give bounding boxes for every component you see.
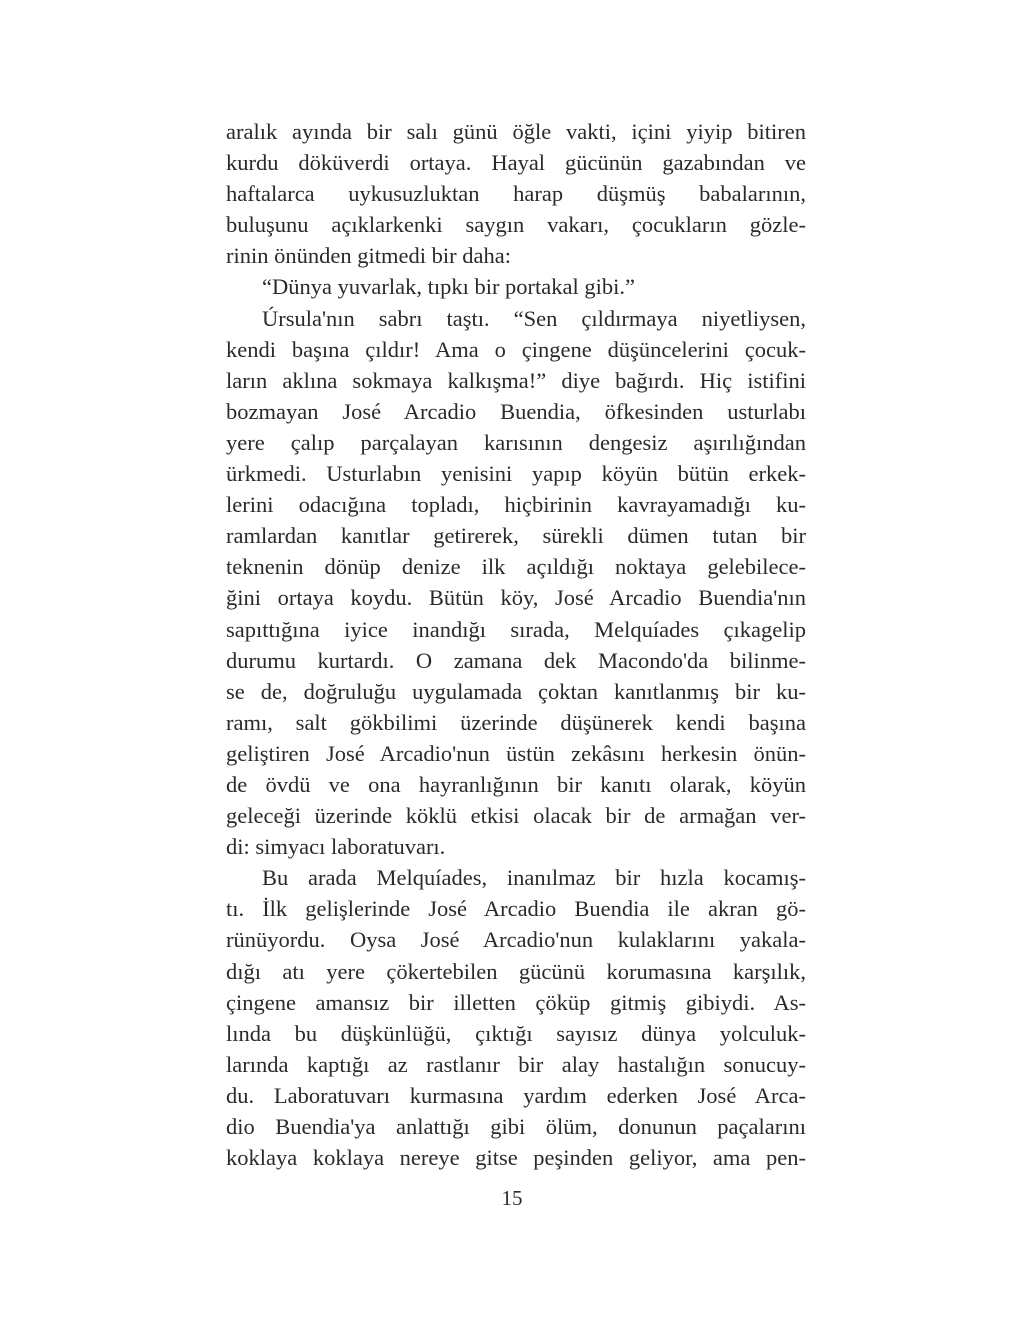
text-line: rinin önünden gitmedi bir daha: xyxy=(226,243,511,269)
text-line: Úrsula'nın sabrı taştı. “Sen çıldırmaya niyetliysen, xyxy=(262,305,806,331)
text-line: buluşunu açıklarkenki saygın vakarı, çocukların gözle- xyxy=(226,212,806,238)
page-number: 15 xyxy=(501,1186,523,1210)
text-line: aralık ayında bir salı günü öğle vakti, içini yiyip bitiren xyxy=(226,119,806,144)
text-line: “Dünya yuvarlak, tıpkı bir portakal gibi.” xyxy=(262,274,636,300)
text-line: geleceği üzerinde köklü etkisi olacak bir de armağan ver- xyxy=(226,803,806,829)
text-line: dio Buendia'ya anlattığı gibi ölüm, donunun paçalarını xyxy=(226,1114,806,1139)
text-line: ürkmedi. Usturlabın yenisini yapıp köyün bütün erkek- xyxy=(226,461,806,487)
text-line: kendi başına çıldır! Ama o çingene düşüncelerini çocuk- xyxy=(226,336,806,362)
text-line: rünüyordu. Oysa José Arcadio'nun kulaklarını yakala- xyxy=(226,927,806,953)
text-line: du. Laboratuvarı kurmasına yardım ederken José Arca- xyxy=(226,1082,806,1108)
text-line: ramı, salt gökbilimi üzerinde düşünerek kendi başına xyxy=(226,709,806,735)
text-line: ğini ortaya koydu. Bütün köy, José Arcadio Buendia'nın xyxy=(226,585,806,611)
text-line: lerini odacığına topladı, hiçbirinin kavrayamadığı ku- xyxy=(226,492,806,518)
text-line: çingene amansız bir illetten çöküp gitmiş gibiydi. As- xyxy=(226,989,806,1015)
text-line: geliştiren José Arcadio'nun üstün zekâsını herkesin önün- xyxy=(226,740,806,766)
text-line: durumu kurtardı. O zamana dek Macondo'da bilinme- xyxy=(226,647,806,673)
text-line: sapıttığına iyice inandığı sırada, Melquíades çıkagelip xyxy=(226,616,806,642)
text-line: koklaya koklaya nereye gitse peşinden geliyor, ama pen- xyxy=(226,1145,806,1171)
text-line: teknenin dönüp denize ilk açıldığı noktaya gelebilece- xyxy=(226,554,806,580)
text-line: dığı atı yere çökertebilen gücünü korumasına karşılık, xyxy=(226,958,806,984)
text-line: Bu arada Melquíades, inanılmaz bir hızla kocamış- xyxy=(262,865,806,891)
text-line: di: simyacı laboratuvarı. xyxy=(226,834,446,860)
text-line: ların aklına sokmaya kalkışma!” diye bağırdı. Hiç istifini xyxy=(226,367,806,393)
text-line: lında bu düşkünlüğü, çıktığı sayısız dünya yolculuk- xyxy=(226,1020,806,1046)
text-line: se de, doğruluğu uygulamada çoktan kanıtlanmış bir ku- xyxy=(226,678,806,704)
body-text xyxy=(226,116,806,1173)
text-line: bozmayan José Arcadio Buendia, öfkesinden usturlabı xyxy=(226,398,806,424)
text-line: yere çalıp parçalayan karısının dengesiz aşırılığından xyxy=(226,429,806,455)
text-line: de övdü ve ona hayranlığının bir kanıtı olarak, köyün xyxy=(226,771,806,797)
text-line: tı. İlk gelişlerinde José Arcadio Buendia ile akran gö- xyxy=(226,896,806,922)
text-line: kurdu döküverdi ortaya. Hayal gücünün gazabından ve xyxy=(226,150,806,176)
text-line: ramlardan kanıtlar getirerek, sürekli dümen tutan bir xyxy=(226,523,806,549)
text-line: larında kaptığı az rastlanır bir alay hastalığın sonucuy- xyxy=(226,1051,806,1077)
text-line: haftalarca uykusuzluktan harap düşmüş babalarının, xyxy=(226,181,806,207)
